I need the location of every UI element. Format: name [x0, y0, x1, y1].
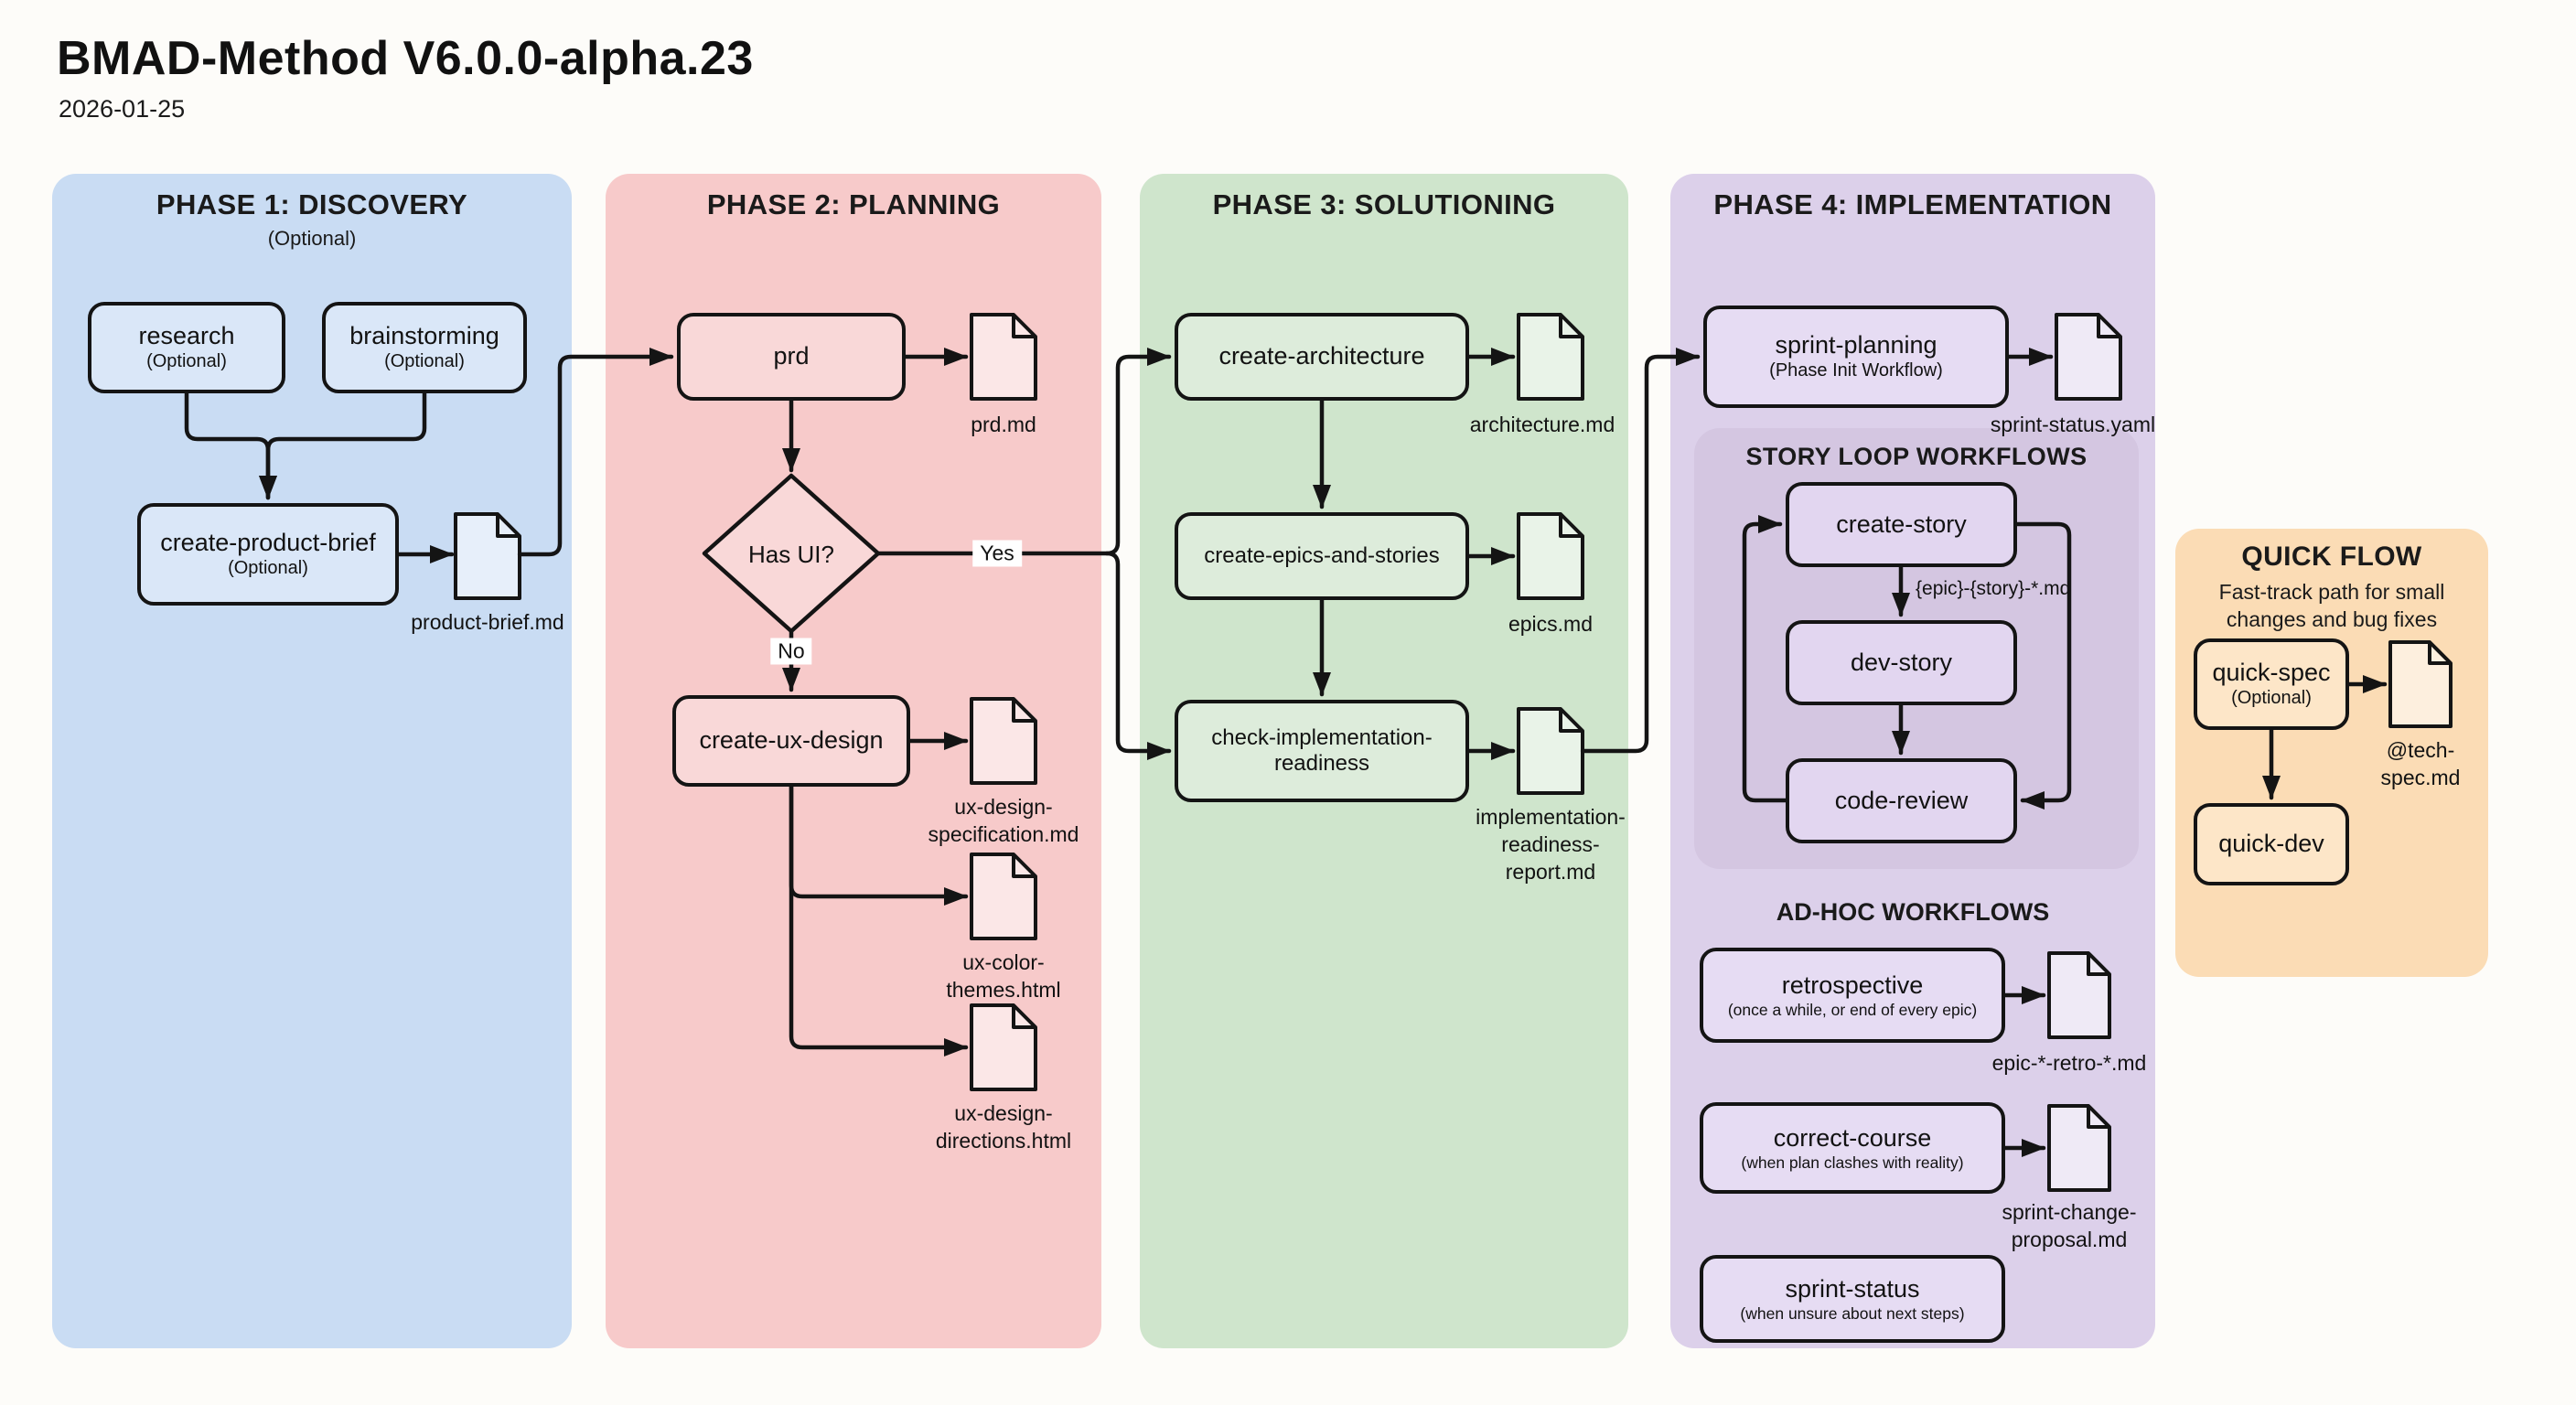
phase1-subtitle: (Optional)	[267, 227, 357, 250]
node-correct-course: correct-course (when plan clashes with reality)	[1700, 1102, 2005, 1194]
arrow-brainstorming-to-create-product-brief	[268, 393, 424, 498]
adhoc-workflows-title: AD-HOC WORKFLOWS	[1776, 898, 2050, 926]
label-ux-design-directions: ux-design- directions.html	[935, 1101, 1072, 1153]
arrow-has-ui-yes-to-check-implementation	[1107, 553, 1169, 751]
label-epics-md: epics.md	[1508, 612, 1594, 636]
arrow-code-review-loop-to-create-story	[1744, 524, 1786, 800]
node-research: research (Optional)	[88, 302, 285, 393]
label-implementation-readiness-report: implementation- readiness- report.md	[1476, 805, 1626, 884]
node-create-ux-design: create-ux-design	[672, 695, 910, 787]
label-yes: Yes	[972, 541, 1022, 567]
date-label: 2026-01-25	[59, 95, 186, 123]
node-quick-spec: quick-spec (Optional)	[2194, 638, 2349, 730]
node-check-implementation-readiness: check-implementation- readiness	[1175, 700, 1469, 802]
node-brainstorming: brainstorming (Optional)	[322, 302, 527, 393]
quick-flow-subtitle-line2: changes and bug fixes	[2226, 607, 2438, 631]
retro-doc-icon	[2049, 953, 2109, 1037]
ux-directions-doc-icon	[971, 1005, 1036, 1089]
node-prd: prd	[677, 313, 906, 401]
node-sprint-planning: sprint-planning (Phase Init Workflow)	[1703, 306, 2009, 408]
label-product-brief-md: product-brief.md	[411, 610, 564, 634]
product-brief-doc-icon	[456, 514, 520, 598]
label-has-ui-decision: Has UI?	[748, 541, 834, 568]
node-retrospective: retrospective (once a while, or end of every epic)	[1700, 948, 2005, 1043]
phase3-title: PHASE 3: SOLUTIONING	[1212, 188, 1556, 220]
tech-spec-doc-icon	[2390, 642, 2451, 726]
quick-flow-title: QUICK FLOW	[2241, 542, 2422, 572]
sprint-status-doc-icon	[2056, 315, 2120, 399]
label-ux-color-themes: ux-color- themes.html	[946, 950, 1061, 1002]
node-create-epics-and-stories: create-epics-and-stories	[1175, 512, 1469, 600]
label-architecture-md: architecture.md	[1469, 413, 1615, 436]
prd-doc-icon	[971, 315, 1036, 399]
label-ux-design-specification: ux-design- specification.md	[928, 795, 1079, 846]
ux-spec-doc-icon	[971, 699, 1036, 783]
label-epic-story-md: {epic}-{story}-*.md	[1916, 578, 2071, 599]
node-create-story: create-story	[1786, 482, 2017, 567]
node-code-review: code-review	[1786, 758, 2017, 843]
label-no: No	[770, 638, 811, 665]
label-epic-retro-md: epic-*-retro-*.md	[1991, 1051, 2147, 1075]
readiness-report-doc-icon	[1519, 709, 1583, 793]
phase2-title: PHASE 2: PLANNING	[706, 188, 1001, 220]
page-title: BMAD-Method V6.0.0-alpha.23	[57, 32, 754, 85]
label-prd-md: prd.md	[971, 413, 1036, 436]
quick-flow-subtitle-line1: Fast-track path for small	[2218, 580, 2445, 604]
story-loop-title: STORY LOOP WORKFLOWS	[1745, 443, 2088, 470]
label-sprint-status-yaml: sprint-status.yaml	[1990, 413, 2156, 436]
node-create-architecture: create-architecture	[1175, 313, 1469, 401]
architecture-doc-icon	[1519, 315, 1583, 399]
phase1-title: PHASE 1: DISCOVERY	[156, 188, 468, 220]
node-sprint-status: sprint-status (when unsure about next steps)	[1700, 1255, 2005, 1343]
node-create-product-brief: create-product-brief (Optional)	[137, 503, 399, 606]
arrow-create-story-loop-to-code-review	[2017, 524, 2069, 800]
arrow-product-brief-doc-to-prd	[520, 357, 671, 554]
node-dev-story: dev-story	[1786, 620, 2017, 705]
label-tech-spec-md: @tech- spec.md	[2380, 738, 2461, 789]
label-sprint-change-proposal: sprint-change- proposal.md	[2002, 1200, 2137, 1251]
epics-doc-icon	[1519, 514, 1583, 598]
ux-color-doc-icon	[971, 854, 1036, 938]
arrow-research-to-create-product-brief	[187, 393, 268, 498]
phase4-title: PHASE 4: IMPLEMENTATION	[1713, 188, 2112, 220]
node-quick-dev: quick-dev	[2194, 803, 2349, 885]
change-proposal-doc-icon	[2049, 1106, 2109, 1190]
